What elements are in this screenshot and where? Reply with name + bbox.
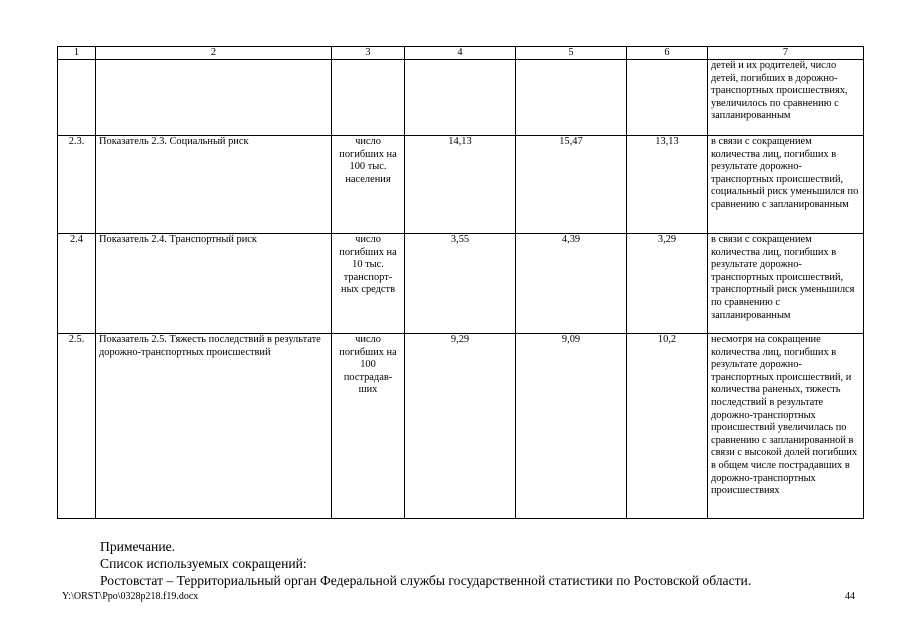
value-col5: 15,47 <box>516 136 627 234</box>
page-number: 44 <box>845 591 855 602</box>
indicator-name: Показатель 2.3. Социальный риск <box>96 136 332 234</box>
comment-cell: несмотря на сокращение количества лиц, погибших в результате дорожно-транспортных происшествий, и количества раненых, тяжесть последствий в результате дорожно-транспортных происшествий увеличилась по сравнению с запланированной в связи с высокой долей погибших в общем числе пострадавших в дорожно-транспортных происшествиях <box>708 334 864 519</box>
comment-cell: детей и их родителей, число детей, погибших в дорожно-транспортных происшествиях, увеличилось по сравнению с запланированным <box>708 60 864 136</box>
row-number: 2.4 <box>58 234 96 334</box>
report-table <box>57 46 864 519</box>
table-row <box>58 60 864 136</box>
indicator-name <box>96 60 332 136</box>
value-col6: 13,13 <box>627 136 708 234</box>
value-col4 <box>405 60 516 136</box>
row-number: 2.3. <box>58 136 96 234</box>
value-col5: 4,39 <box>516 234 627 334</box>
value-col6 <box>627 60 708 136</box>
file-path: Y:\ORST\Ppo\0328p218.f19.docx <box>62 591 199 602</box>
comment-cell: в связи с сокращением количества лиц, погибших в результате дорожно-транспортных происшествий, транспортный риск уменьшился по сравнению с запланированным <box>708 234 864 334</box>
unit-cell <box>332 60 405 136</box>
value-col4: 14,13 <box>405 136 516 234</box>
column-header-1: 1 <box>58 47 96 60</box>
row-number: 2.5. <box>58 334 96 519</box>
abbreviations-title: Список используемых сокращений: <box>100 556 307 571</box>
unit-cell: число погибших на 100 тыс. населения <box>332 136 405 234</box>
unit-cell: число погибших на 100 пострадав-ших <box>332 334 405 519</box>
value-col5: 9,09 <box>516 334 627 519</box>
column-header-2: 2 <box>96 47 332 60</box>
column-header-7: 7 <box>708 47 864 60</box>
value-col6: 10,2 <box>627 334 708 519</box>
value-col4: 3,55 <box>405 234 516 334</box>
indicator-name: Показатель 2.5. Тяжесть последствий в результате дорожно-транспортных происшествий <box>96 334 332 519</box>
comment-cell: в связи с сокращением количества лиц, погибших в результате дорожно-транспортных происшествий, социальный риск уменьшился по сравнению с запланированным <box>708 136 864 234</box>
column-header-4: 4 <box>405 47 516 60</box>
column-header-3: 3 <box>332 47 405 60</box>
indicator-name: Показатель 2.4. Транспортный риск <box>96 234 332 334</box>
note-title: Примечание. <box>100 539 176 554</box>
value-col6: 3,29 <box>627 234 708 334</box>
header-row <box>58 47 864 60</box>
table-row <box>58 334 864 519</box>
table-row <box>58 234 864 334</box>
abbreviation-rostovstat: Ростовстат – Территориальный орган Федеральной службы государственной статистики по Ростовской области. <box>100 573 752 588</box>
value-col4: 9,29 <box>405 334 516 519</box>
row-number <box>58 60 96 136</box>
column-header-6: 6 <box>627 47 708 60</box>
table-row <box>58 136 864 234</box>
value-col5 <box>516 60 627 136</box>
column-header-5: 5 <box>516 47 627 60</box>
unit-cell: число погибших на 10 тыс. транспорт-ных средств <box>332 234 405 334</box>
